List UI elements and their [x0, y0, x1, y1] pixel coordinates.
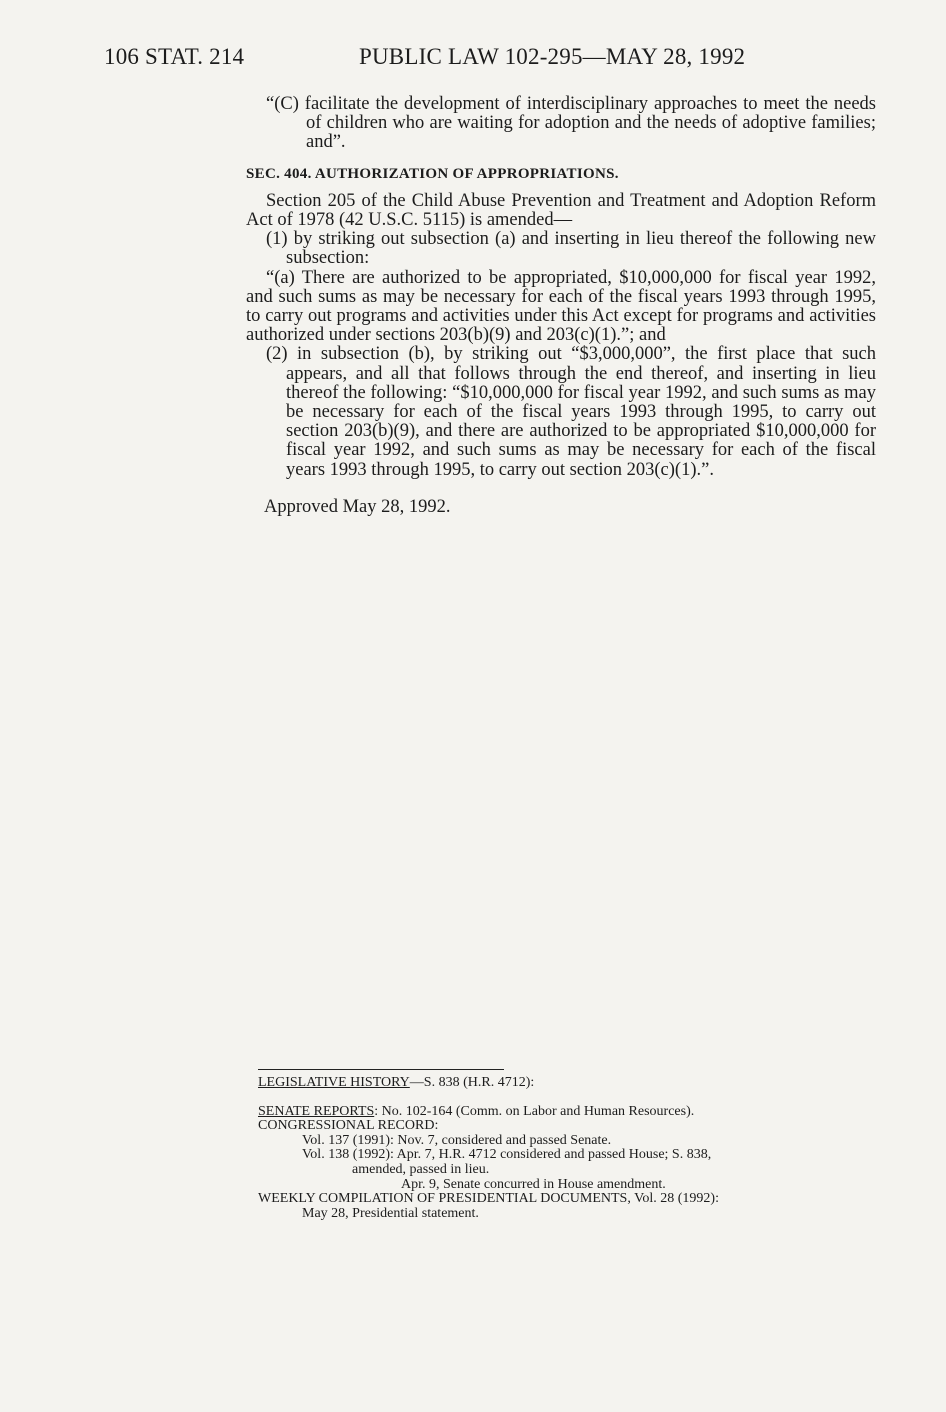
- page-header: [104, 44, 764, 74]
- history-title-label: LEGISLATIVE HISTORY: [258, 1075, 410, 1090]
- document-body: [246, 95, 876, 536]
- record-vol-138-cont: amended, passed in lieu.: [352, 1161, 490, 1177]
- public-law-title: PUBLIC LAW 102-295—MAY 28, 1992: [359, 44, 746, 69]
- record-vol-138: Vol. 138 (1992): Apr. 7, H.R. 4712 considered and passed House; S. 838,: [302, 1147, 712, 1163]
- statute-citation: 106 STAT. 214: [104, 44, 245, 69]
- record-vol-137: Vol. 137 (1991): Nov. 7, considered and passed Senate.: [302, 1132, 612, 1148]
- history-title: [258, 1076, 858, 1091]
- weekly-compilation: WEEKLY COMPILATION OF PRESIDENTIAL DOCUMENTS, Vol. 28 (1992):: [258, 1191, 719, 1207]
- amendment-item-2: (2) in subsection (b), by striking out “$3,000,000”, the first place that such appears, and all that follows through the end thereof, and inserting in lieu thereof the following: “$10,000,000 for fiscal year 1992, and such sums as may be necessary for each of the fiscal years 1993 through 1995, to carry out section 203(b)(9), and there are authorized to be appropriated $10,000,000 for fiscal year 1992, and such sums as may be necessary for each of the fiscal years 1993 through 1995, to carry out section 203(c)(1).”.: [266, 344, 876, 480]
- section-intro: Section 205 of the Child Abuse Prevention and Treatment and Adoption Reform Act of 1978 (42 U.S.C. 5115) is amended—: [246, 190, 876, 231]
- history-divider: [258, 1069, 504, 1070]
- section-heading: SEC. 404. AUTHORIZATION OF APPROPRIATIONS.: [246, 165, 619, 182]
- approval-date: Approved May 28, 1992.: [264, 496, 451, 517]
- senate-reports-label: SENATE REPORTS: [258, 1103, 375, 1119]
- history-title-rest: —S. 838 (H.R. 4712):: [409, 1075, 535, 1090]
- senate-reports-detail: : No. 102-164 (Comm. on Labor and Human Resources).: [374, 1103, 695, 1119]
- weekly-compilation-detail: May 28, Presidential statement.: [302, 1205, 479, 1221]
- legislative-history: [258, 1076, 858, 1221]
- congressional-record-label: CONGRESSIONAL RECORD:: [258, 1118, 439, 1134]
- clause-c: “(C) facilitate the development of interdisciplinary approaches to meet the needs of children who are waiting for adoption and the needs of adoptive families; and”.: [266, 94, 876, 153]
- record-vol-138-apr9: Apr. 9, Senate concurred in House amendment.: [401, 1176, 666, 1192]
- senate-reports: [258, 1105, 858, 1120]
- amendment-item-1: (1) by striking out subsection (a) and inserting in lieu thereof the following new subsection:: [266, 229, 876, 269]
- subsection-a: “(a) There are authorized to be appropriated, $10,000,000 for fiscal year 1992, and such sums as may be necessary for each of the fiscal years 1993 through 1995, to carry out programs and activities under this Act except for programs and activities authorized under sections 203(b)(9) and 203(c)(1).”; and: [246, 267, 876, 346]
